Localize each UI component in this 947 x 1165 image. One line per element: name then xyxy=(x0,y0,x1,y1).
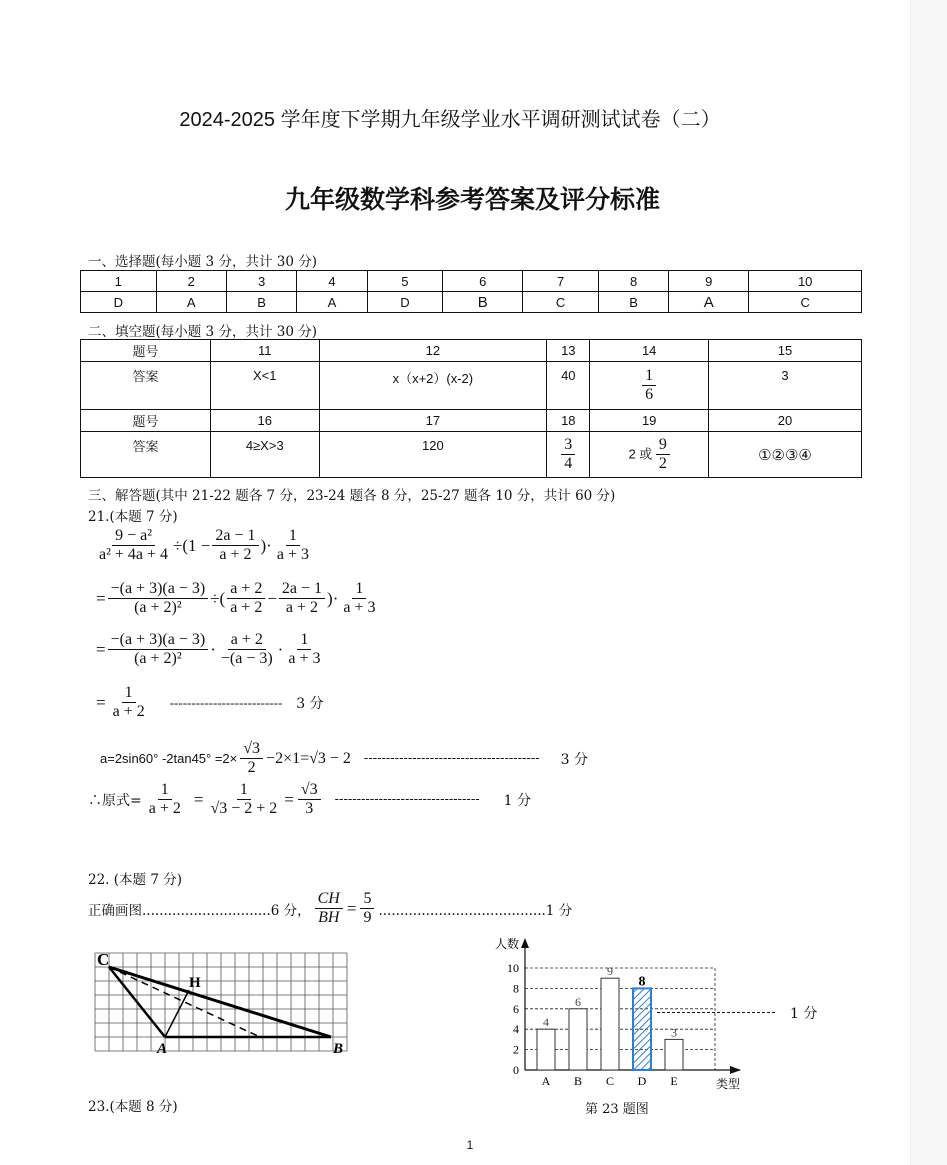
section3-heading: 三、解答题(其中 21-22 题各 7 分，23-24 题各 8 分，25-27 题各 10 分，共计 60 分) xyxy=(88,488,616,504)
choice-answer: D xyxy=(367,292,443,313)
denominator: a + 3 xyxy=(276,546,309,564)
choice-answer: D xyxy=(81,292,157,313)
choice-answer: A xyxy=(297,292,367,313)
fraction xyxy=(108,631,209,669)
choice-answer: A xyxy=(156,292,226,313)
fill-answer: ①②③④ xyxy=(708,432,861,478)
q21-line4: = $\frac{1}{a + 2}$ -------------------------- 3 分 xyxy=(96,684,324,721)
bar-value-label: 6 xyxy=(575,994,581,1009)
bar-value-label: 4 xyxy=(543,1015,549,1030)
bar-D xyxy=(633,988,651,1070)
numerator: CH xyxy=(315,890,343,909)
choice-answer: C xyxy=(523,292,599,313)
choice-answer: C xyxy=(749,292,862,313)
fraction xyxy=(212,527,258,565)
fraction xyxy=(227,580,265,618)
choice-answer: A xyxy=(669,292,749,313)
numerator: −(a + 3)(a − 3) xyxy=(108,631,209,650)
fill-number: 14 xyxy=(590,340,709,362)
numerator: 1 xyxy=(286,527,300,546)
choice-answer: B xyxy=(598,292,668,313)
q22-grid-figure xyxy=(85,935,365,1065)
x-axis-label: 类型 xyxy=(716,1077,741,1090)
fill-number: 20 xyxy=(708,410,861,432)
dashed-segment xyxy=(109,967,260,1037)
ratio-score-text: .......................................1 分 xyxy=(378,902,573,919)
evaluation-text: a=2sin60° -2tan45° =2× xyxy=(100,751,238,767)
denominator: a + 2 xyxy=(148,800,181,818)
fraction xyxy=(656,436,670,474)
denominator: 3 xyxy=(305,800,314,818)
denominator: a + 2 xyxy=(230,599,263,617)
q21-line1 xyxy=(96,527,312,565)
chart-caption: 第 23 题图 xyxy=(585,1102,649,1117)
x-tick-label: A xyxy=(541,1074,551,1088)
fill-number: 12 xyxy=(319,340,547,362)
page-edge xyxy=(910,0,947,1165)
q23-title: 23.(本题 8 分) xyxy=(88,1099,178,1115)
bar-B xyxy=(569,1009,587,1070)
fraction xyxy=(315,890,343,928)
bar-value-label: 3 xyxy=(671,1025,677,1040)
chart-score-leader xyxy=(657,1012,775,1013)
y-tick-label: 6 xyxy=(513,1001,519,1016)
numerator: √3 xyxy=(240,740,263,759)
segment-CB xyxy=(109,967,331,1037)
segment-AH xyxy=(165,990,189,1037)
page-subtitle: 九年级数学科参考答案及评分标准 xyxy=(284,185,660,214)
choice-number: 9 xyxy=(669,271,749,292)
label-A: A xyxy=(157,1041,168,1057)
row-label: 题号 xyxy=(81,410,211,432)
label-H: H xyxy=(189,975,201,991)
fill-answer: 120 xyxy=(319,432,547,478)
fraction xyxy=(340,580,378,618)
therefore-prefix: ∴原式= xyxy=(88,792,142,809)
fill-answer: X<1 xyxy=(211,362,320,410)
bar-value-label: 8 xyxy=(638,974,646,990)
score-mark: 3 分 xyxy=(560,751,588,768)
page-number: 1 xyxy=(466,1138,474,1152)
q22-title: 22. (本题 7 分) xyxy=(88,872,182,888)
choice-answer-row xyxy=(81,292,862,313)
numerator: 2a − 1 xyxy=(279,580,325,599)
fill-answer: 3 xyxy=(708,362,861,410)
denominator: 9 xyxy=(363,909,372,927)
fraction xyxy=(218,631,276,669)
x-tick-label: E xyxy=(670,1074,678,1088)
y-tick-label: 4 xyxy=(513,1022,519,1037)
denominator: BH xyxy=(318,909,340,927)
choice-number: 5 xyxy=(367,271,443,292)
denominator: √3 − 2 + 2 xyxy=(210,800,278,818)
fill-answer-table xyxy=(80,339,862,478)
section2-heading: 二、填空题(每小题 3 分，共计 30 分) xyxy=(88,324,317,340)
fraction xyxy=(108,580,209,618)
bar-C xyxy=(601,978,619,1070)
row-label: 题号 xyxy=(81,340,211,362)
numerator: 9 − a² xyxy=(112,527,155,546)
operator: ÷(1 − xyxy=(173,535,211,555)
row-label: 答案 xyxy=(81,432,211,478)
fraction xyxy=(110,684,148,722)
section1-heading: 一、选择题(每小题 3 分，共计 30 分) xyxy=(88,254,317,270)
denominator: 4 xyxy=(564,455,573,472)
denominator: 2 xyxy=(247,759,256,777)
numerator: a + 2 xyxy=(228,631,266,650)
q21-title: 21.(本题 7 分) xyxy=(88,509,178,525)
q21-line6: ∴原式= $\frac{1}{a + 2}$ = $\frac{1}{√3 - 2 + 2}$ = $\frac{√3}{3}$ --------------------------------- 1 分 xyxy=(88,781,531,818)
choice-number: 2 xyxy=(156,271,226,292)
answer-prefix: 2 或 xyxy=(628,445,653,461)
denominator: 2 xyxy=(658,455,667,472)
denominator: (a + 2)² xyxy=(134,599,182,617)
choice-number: 6 xyxy=(443,271,523,292)
fill-number: 16 xyxy=(211,410,320,432)
fraction xyxy=(146,781,184,819)
choice-answer: B xyxy=(443,292,523,313)
label-B: B xyxy=(333,1041,344,1057)
y-tick-label: 0 xyxy=(513,1063,519,1077)
numerator: 1 xyxy=(158,781,172,800)
row-label: 答案 xyxy=(81,362,211,410)
bar-E xyxy=(665,1039,683,1070)
fill-answer-q18 xyxy=(547,432,590,478)
score-leader: ---------------------------------------- xyxy=(363,751,540,767)
choice-number: 7 xyxy=(523,271,599,292)
choice-answer-table xyxy=(80,270,862,313)
fraction xyxy=(298,781,321,819)
fill-answer-q14 xyxy=(590,362,709,410)
choice-number: 8 xyxy=(598,271,668,292)
fill-answer: 4≥X>3 xyxy=(211,432,320,478)
y-axis-label: 人数 xyxy=(495,937,520,951)
numerator: 1 xyxy=(237,781,251,800)
denominator: a² + 4a + 4 xyxy=(99,546,169,564)
numerator: 5 xyxy=(360,890,374,909)
score-leader: --------------------------------- xyxy=(334,792,480,808)
q21-line3: = $\frac{-(a + 3)(a - 3)}{\text{(a + 2)²}}$ · $\frac{a + 2}{-(a - 3)}$ · $\frac{1}{a + 3}$ xyxy=(96,631,323,669)
x-tick-label: D xyxy=(637,1074,647,1088)
numerator: √3 xyxy=(298,781,321,800)
q21-line5 xyxy=(100,740,588,778)
y-tick-label: 10 xyxy=(507,961,519,975)
fill-answer-q19 xyxy=(590,432,709,478)
q23-bar-chart xyxy=(490,930,750,1090)
denominator: a + 2 xyxy=(112,703,145,721)
fraction xyxy=(561,436,575,474)
fill-number: 17 xyxy=(319,410,547,432)
x-axis-arrow xyxy=(730,1066,741,1074)
denominator: a + 2 xyxy=(219,546,252,564)
fill-answer: 40 xyxy=(547,362,590,410)
y-axis-arrow xyxy=(521,938,529,948)
choice-number: 3 xyxy=(226,271,296,292)
denominator: 6 xyxy=(645,386,654,403)
y-tick-label: 8 xyxy=(513,981,519,996)
fill-number: 13 xyxy=(547,340,590,362)
numerator: 2a − 1 xyxy=(212,527,258,546)
choice-number: 10 xyxy=(749,271,862,292)
q22-answer-line: 正确画图..............................6 分， $\frac{CH}{BH}$ = $\frac{5}{9}$ .......................................1 分 xyxy=(88,890,573,927)
numerator: −(a + 3)(a − 3) xyxy=(108,580,209,599)
bar-A xyxy=(537,1029,555,1070)
chart-score-mark: 1 分 xyxy=(790,1006,818,1022)
denominator: (a + 2)² xyxy=(134,650,182,668)
q21-line2: = $\frac{-(a + 3)(a - 3)}{\text{(a + 2)²}}$ ÷( $\frac{a + 2}{a + 2}$ − $\frac{2a - 1}{a + 2}$ )· $\frac{1}{a + 3}$ xyxy=(96,580,378,618)
denominator: a + 3 xyxy=(343,599,376,617)
numerator: 1 xyxy=(642,367,656,386)
fraction xyxy=(96,527,171,565)
numerator: 3 xyxy=(561,436,575,455)
fill-number: 11 xyxy=(211,340,320,362)
denominator: −(a − 3) xyxy=(220,650,273,668)
fraction xyxy=(240,740,263,778)
denominator: a + 3 xyxy=(288,650,321,668)
fill-answer: x（x+2）(x-2) xyxy=(319,362,547,410)
numerator: 1 xyxy=(297,631,311,650)
fraction xyxy=(274,527,312,565)
fill-number: 19 xyxy=(590,410,709,432)
label-C: C xyxy=(97,950,110,969)
evaluation-result: −2×1=√3 − 2 xyxy=(266,749,351,767)
fraction xyxy=(285,631,323,669)
numerator: 1 xyxy=(122,684,136,703)
choice-number: 4 xyxy=(297,271,367,292)
numerator: 1 xyxy=(352,580,366,599)
drawing-score-text: 正确画图..............................6 分， xyxy=(88,902,311,919)
x-tick-label: C xyxy=(605,1074,615,1088)
choice-answer: B xyxy=(226,292,296,313)
fraction xyxy=(642,367,656,405)
fraction xyxy=(279,580,325,618)
choice-number: 1 xyxy=(81,271,157,292)
numerator: 9 xyxy=(656,436,670,455)
operator: )· xyxy=(260,535,272,555)
score-mark: 3 分 xyxy=(296,695,324,712)
fraction xyxy=(207,781,280,819)
fill-number: 15 xyxy=(708,340,861,362)
fill-number: 18 xyxy=(547,410,590,432)
fraction xyxy=(360,890,374,928)
score-leader: -------------------------- xyxy=(169,694,283,710)
y-tick-label: 2 xyxy=(513,1042,519,1057)
page-title: 2024-2025 学年度下学期九年级学业水平调研测试试卷（二） xyxy=(179,109,721,131)
choice-number-row xyxy=(81,271,862,292)
numerator: a + 2 xyxy=(227,580,265,599)
denominator: a + 2 xyxy=(285,599,319,617)
score-mark: 1 分 xyxy=(503,792,531,809)
bar-value-label: 9 xyxy=(607,964,613,979)
x-tick-label: B xyxy=(573,1074,583,1088)
